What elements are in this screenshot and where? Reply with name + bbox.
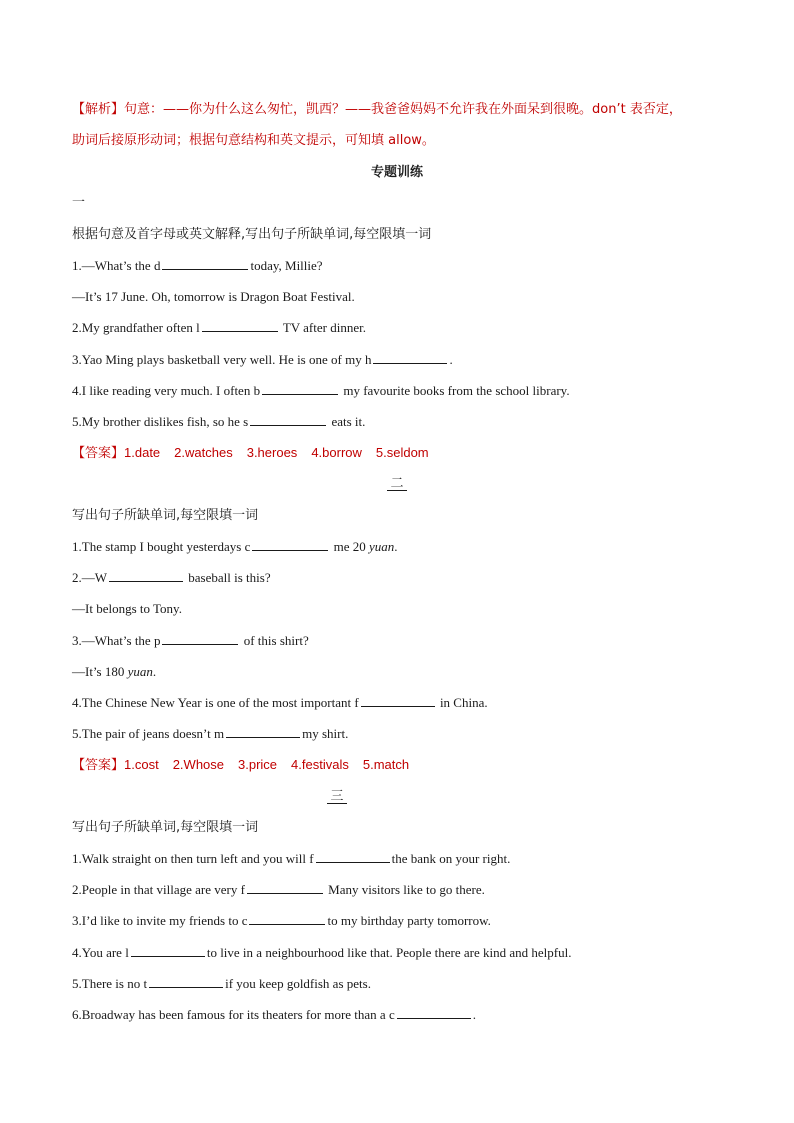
section-3-heading (0, 788, 734, 806)
answer-blank[interactable] (262, 382, 338, 395)
section-1-number: 一 (72, 195, 86, 210)
answer-item: 2.Whose (172, 757, 225, 772)
analysis-label: 【解析】 (72, 102, 125, 117)
answer-blank[interactable] (397, 1006, 471, 1019)
s1-question-1a (72, 257, 323, 275)
s2-q3b-unit: yuan (127, 664, 153, 679)
s3-q6-post: . (472, 1007, 476, 1022)
answer-item: 3.heroes (246, 445, 298, 460)
analysis-line-1 (72, 101, 682, 119)
s3-question-3 (72, 912, 491, 930)
analysis-text-2: 助词后接原形动词；根据句意结构和英文提示，可知填 allow。 (72, 133, 435, 148)
s2-q3a-text: 3.—What’s the p (72, 633, 161, 648)
section-3-instruction: 写出句子所缺单词,每空限填一词 (72, 820, 259, 835)
s2-question-3a (72, 632, 309, 650)
answer-blank[interactable] (202, 319, 278, 332)
analysis-line-2 (72, 132, 435, 150)
answer-item: 5.seldom (375, 445, 429, 460)
s1-q1a-post: today, Millie? (250, 258, 323, 273)
s2-answer-line (72, 756, 423, 775)
s1-q1a-text: 1.—What’s the d (72, 258, 161, 273)
answer-blank[interactable] (247, 881, 323, 894)
s1-q2-text: 2.My grandfather often l (72, 320, 200, 335)
answer-blank[interactable] (149, 975, 223, 988)
s2-q1-text: 1.The stamp I bought yesterdays c (72, 539, 251, 554)
s2-question-3b (72, 663, 156, 681)
section-3-number: 三 (327, 791, 346, 804)
s1-question-3 (72, 351, 453, 369)
s3-q4-text: 4.You are l (72, 945, 129, 960)
s3-question-2 (72, 881, 485, 899)
s3-question-4 (72, 944, 571, 962)
s3-q1-post: the bank on your right. (391, 851, 511, 866)
answer-blank[interactable] (361, 694, 435, 707)
section-2-heading (0, 475, 794, 493)
s2-q3a-post: of this shirt? (243, 633, 309, 648)
s2-q1-post: me 20 (333, 539, 369, 554)
s1-question-4 (72, 382, 570, 400)
s3-question-5 (72, 975, 371, 993)
s2-q5-text: 5.The pair of jeans doesn’t m (72, 726, 225, 741)
s2-question-1 (72, 538, 398, 556)
answer-blank[interactable] (373, 351, 447, 364)
s1-question-2 (72, 319, 366, 337)
answer-item: 3.price (238, 757, 278, 772)
s1-q5-post: eats it. (331, 414, 366, 429)
answer-item: 1.date (124, 445, 161, 460)
section-2-number: 二 (387, 478, 406, 491)
s3-q5-post: if you keep goldfish as pets. (225, 976, 371, 991)
s1-q4-post: my favourite books from the school library. (343, 383, 570, 398)
s2-q4-post: in China. (439, 695, 488, 710)
s3-q2-text: 2.People in that village are very f (72, 882, 245, 897)
s2-q2a-text: 2.—W (72, 570, 108, 585)
s3-q1-text: 1.Walk straight on then turn left and you will f (72, 851, 314, 866)
analysis-text-1: 句意：——你为什么这么匆忙，凯西？——我爸爸妈妈不允许我在外面呆到很晚。don’t 表否定， (124, 102, 682, 117)
s1-q3-post: . (449, 352, 453, 367)
s2-question-5 (72, 725, 348, 743)
section-2-instruction: 写出句子所缺单词,每空限填一词 (72, 508, 259, 523)
answer-blank[interactable] (226, 725, 300, 738)
s3-q3-text: 3.I’d like to invite my friends to c (72, 913, 248, 928)
s2-question-2a (72, 569, 271, 587)
answer-blank[interactable] (109, 569, 183, 582)
section-title: 专题训练 (370, 165, 423, 180)
answer-item: 2.watches (174, 445, 233, 460)
s1-q4-text: 4.I like reading very much. I often b (72, 383, 261, 398)
s1-question-1b: —It’s 17 June. Oh, tomorrow is Dragon Boat Festival. (72, 289, 355, 304)
answer-blank[interactable] (250, 413, 326, 426)
s2-q5-post: my shirt. (302, 726, 349, 741)
s2-q3b-end: . (152, 664, 157, 679)
answer-blank[interactable] (249, 912, 325, 925)
s1-q5-text: 5.My brother dislikes fish, so he s (72, 414, 249, 429)
s1-q2-post: TV after dinner. (282, 320, 366, 335)
answer-blank[interactable] (162, 632, 238, 645)
s2-q3b-text: —It’s 180 (72, 664, 128, 679)
s2-question-4 (72, 694, 488, 712)
s2-question-2b: —It belongs to Tony. (72, 601, 182, 616)
s1-q3-text: 3.Yao Ming plays basketball very well. He is one of my h (72, 352, 372, 367)
s3-q3-post: to my birthday party tomorrow. (327, 913, 491, 928)
s3-q2-post: Many visitors like to go there. (328, 882, 485, 897)
s1-question-5 (72, 413, 365, 431)
s1-answer-label: 【答案】 (72, 446, 125, 461)
s3-q4-post: to live in a neighbourhood like that. People there are kind and helpful. (206, 945, 572, 960)
answer-blank[interactable] (316, 850, 390, 863)
s2-q1-unit: yuan (368, 539, 395, 554)
answer-item: 1.cost (124, 757, 159, 772)
s1-answer-line (72, 444, 443, 463)
answer-item: 4.festivals (291, 757, 349, 772)
section-1-instruction: 根据句意及首字母或英文解释,写出句子所缺单词,每空限填一词 (72, 227, 432, 242)
s3-q5-text: 5.There is no t (72, 976, 148, 991)
answer-blank[interactable] (131, 944, 205, 957)
answer-item: 5.match (362, 757, 410, 772)
s2-q4-text: 4.The Chinese New Year is one of the most important f (72, 695, 359, 710)
s3-question-1 (72, 850, 510, 868)
answer-blank[interactable] (252, 538, 328, 551)
s2-q2a-post: baseball is this? (188, 570, 271, 585)
s2-answer-label: 【答案】 (72, 758, 125, 773)
answer-item: 4.borrow (311, 445, 362, 460)
answer-blank[interactable] (162, 257, 248, 270)
s3-q6-text: 6.Broadway has been famous for its theaters for more than a c (72, 1007, 395, 1022)
s2-q1-end: . (394, 539, 398, 554)
s3-question-6 (72, 1006, 476, 1024)
